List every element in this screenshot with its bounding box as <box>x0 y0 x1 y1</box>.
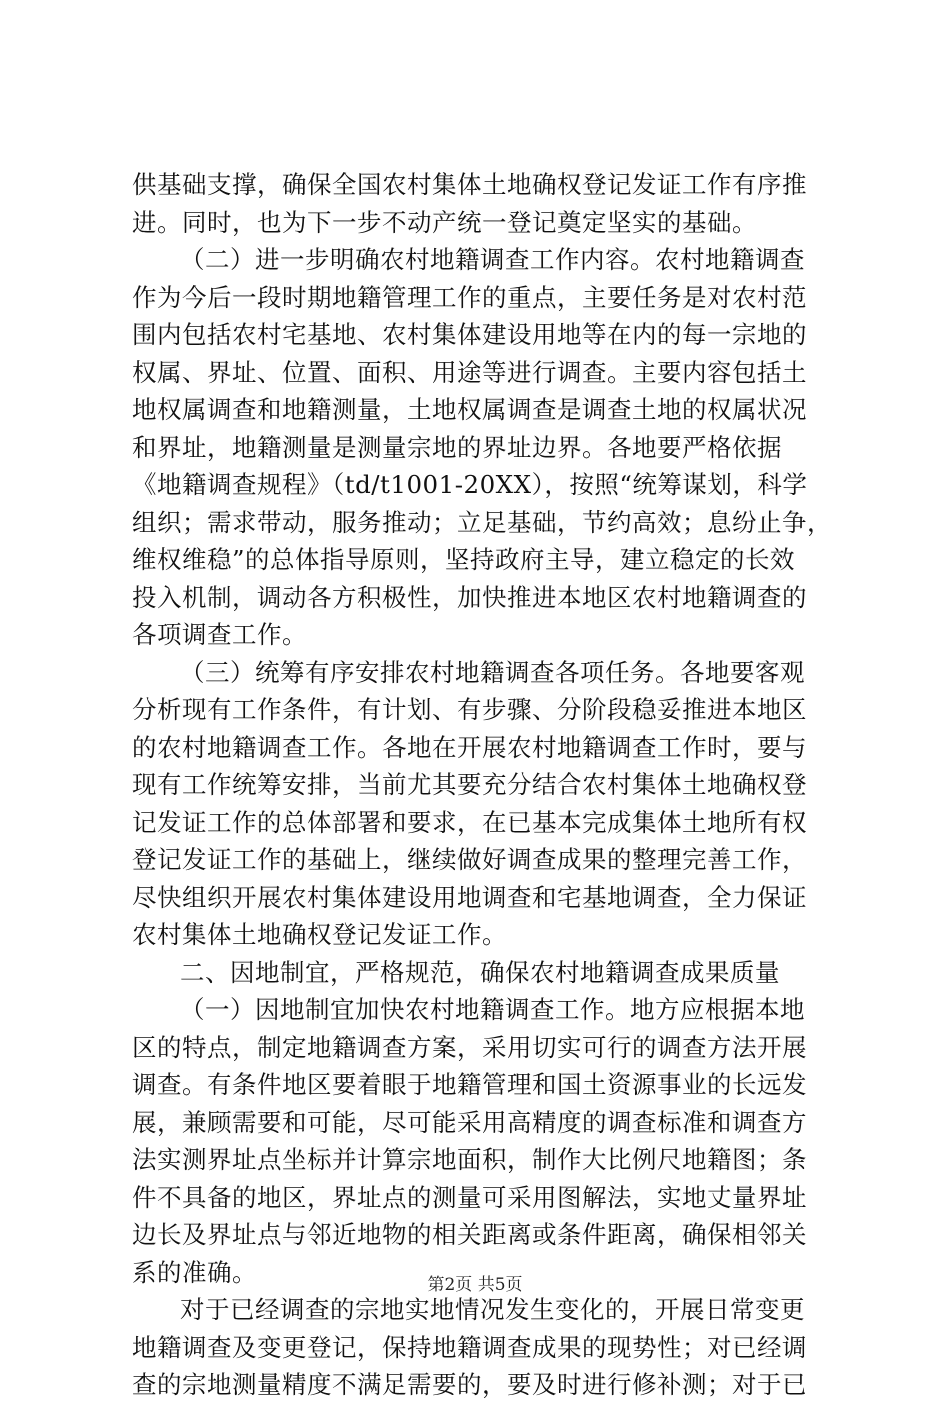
paragraph-start: （二）进一步明确农村地籍调查工作内容。农村地籍调查 <box>180 245 805 274</box>
text-line: 和界址，地籍测量是测量宗地的界址边界。各地要严格依据 <box>132 432 782 462</box>
text-line: 的农村地籍调查工作。各地在开展农村地籍调查工作时，要与 <box>132 732 807 762</box>
page-number-footer: 第2页 共5页 <box>427 1275 523 1295</box>
paragraph-start: （一）因地制宜加快农村地籍调查工作。地方应根据本地 <box>180 995 805 1024</box>
text-line: 现有工作统筹安排，当前尤其要充分结合农村集体土地确权登 <box>132 770 807 799</box>
text-line: 围内包括农村宅基地、农村集体建设用地等在内的每一宗地的 <box>132 320 807 349</box>
paragraph-start: （三）统筹有序安排农村地籍调查各项任务。各地要客观 <box>180 657 805 687</box>
text-line: 法实测界址点坐标并计算宗地面积，制作大比例尺地籍图；条 <box>132 1145 807 1174</box>
text-line: 农村集体土地确权登记发证工作。 <box>132 920 507 949</box>
text-line: 进。同时，也为下一步不动产统一登记奠定坚实的基础。 <box>132 207 757 237</box>
text-line: 登记发证工作的基础上，继续做好调查成果的整理完善工作， <box>132 845 807 874</box>
text-line: 地籍调查及变更登记，保持地籍调查成果的现势性；对已经调 <box>132 1332 807 1362</box>
text-line: 组织；需求带动，服务推动；立足基础，节约高效；息纷止争， <box>132 507 832 537</box>
text-line: 区的特点，制定地籍调查方案，采用切实可行的调查方法开展 <box>132 1032 807 1062</box>
text-line: 维权维稳”的总体指导原则，坚持政府主导，建立稳定的长效 <box>132 545 796 574</box>
text-line: 展，兼顾需要和可能，尽可能采用高精度的调查标准和调查方 <box>132 1107 807 1137</box>
text-line: 边长及界址点与邻近地物的相关距离或条件距离，确保相邻关 <box>132 1220 807 1249</box>
document-body <box>132 166 832 1404</box>
text-line: 调查。有条件地区要着眼于地籍管理和国土资源事业的长远发 <box>132 1070 807 1099</box>
text-line: 系的准确。 <box>132 1257 257 1287</box>
text-line: 作为今后一段时期地籍管理工作的重点，主要任务是对农村范 <box>132 282 807 312</box>
text-line: 各项调查工作。 <box>132 620 307 649</box>
text-line: 《地籍调查规程》（td/t1001-20XX），按照“统筹谋划，科学 <box>132 470 808 499</box>
text-line: 投入机制，调动各方积极性，加快推进本地区农村地籍调查的 <box>132 582 807 612</box>
text-line: 件不具备的地区，界址点的测量可采用图解法，实地丈量界址 <box>132 1182 807 1212</box>
text-line: 供基础支撑，确保全国农村集体土地确权登记发证工作有序推 <box>132 170 807 199</box>
text-line: 地权属调查和地籍测量，土地权属调查是调查土地的权属状况 <box>132 395 807 424</box>
text-line: 分析现有工作条件，有计划、有步骤、分阶段稳妥推进本地区 <box>132 695 807 724</box>
text-line: 记发证工作的总体部署和要求，在已基本完成集体土地所有权 <box>132 807 807 837</box>
paragraph-start: 对于已经调查的宗地实地情况发生变化的，开展日常变更 <box>180 1295 805 1324</box>
text-line: 查的宗地测量精度不满足需要的，要及时进行修补测；对于已 <box>132 1370 807 1399</box>
section-heading: 二、因地制宜，严格规范，确保农村地籍调查成果质量 <box>180 957 780 987</box>
text-line: 尽快组织开展农村集体建设用地调查和宅基地调查，全力保证 <box>132 882 807 912</box>
text-line: 权属、界址、位置、面积、用途等进行调查。主要内容包括土 <box>132 357 807 387</box>
